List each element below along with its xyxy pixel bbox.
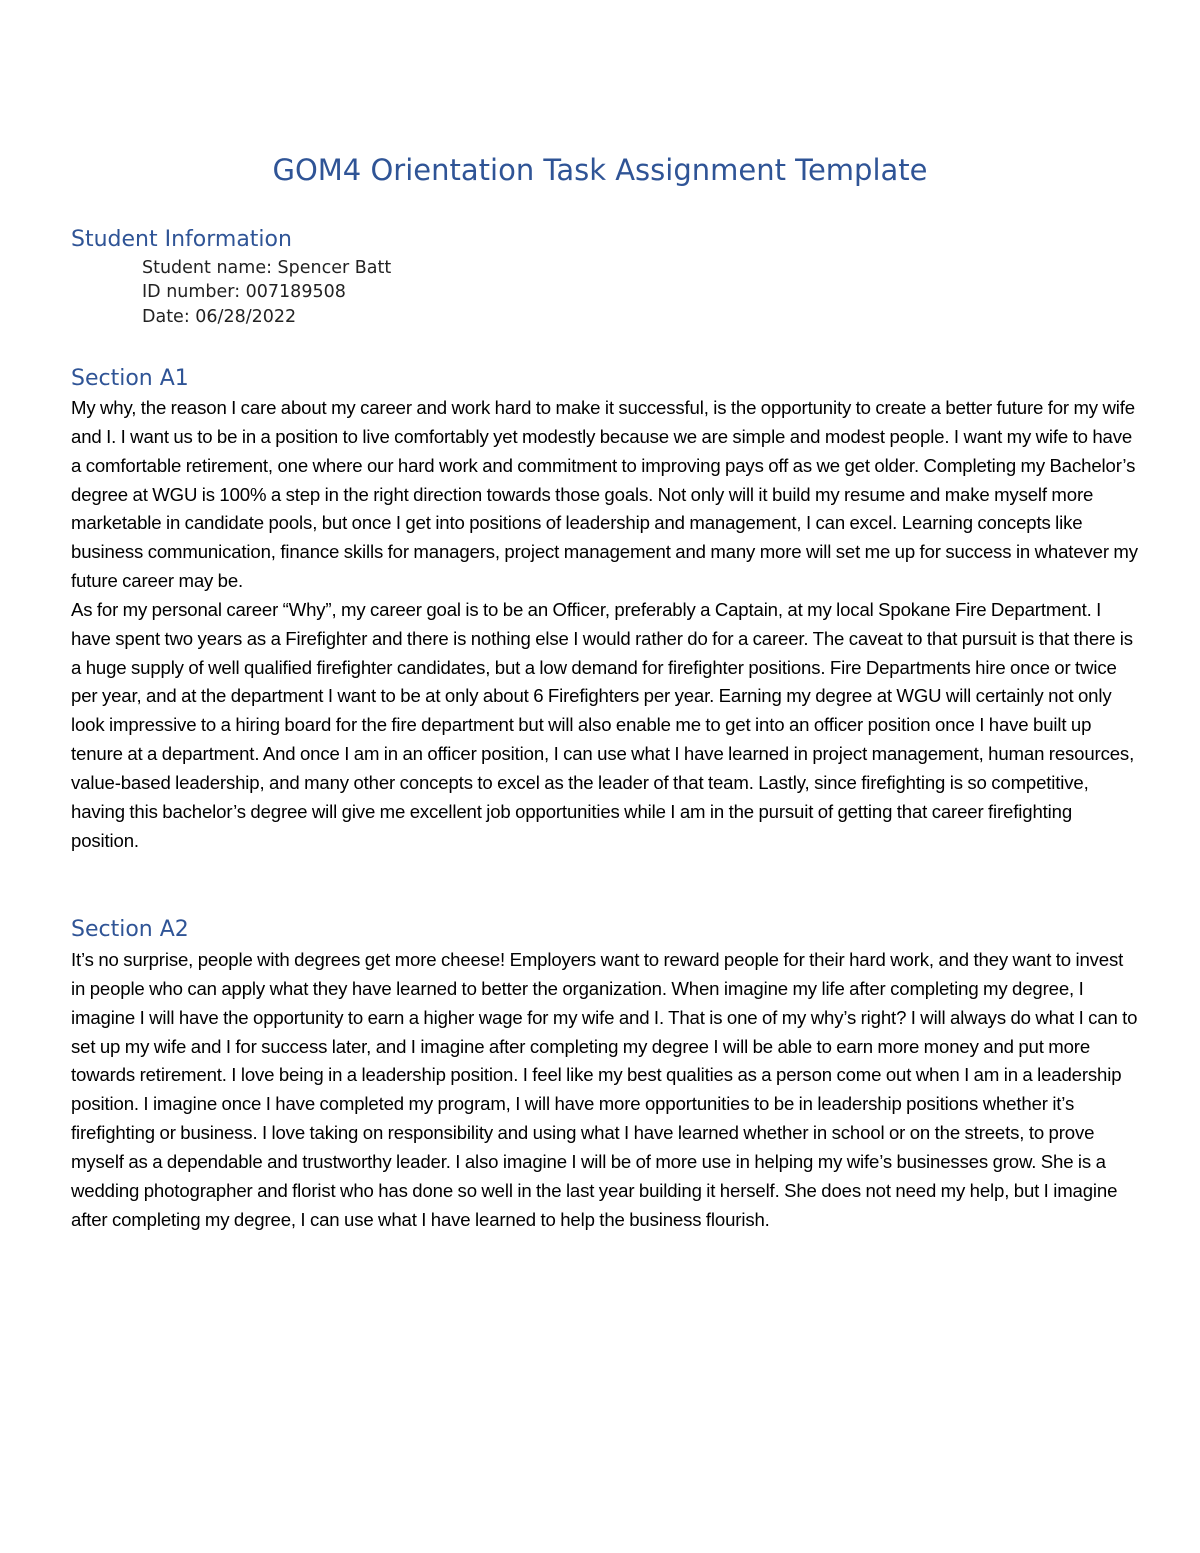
section-a1-heading: Section A1 (71, 366, 189, 391)
section-a2-paragraph-1: It’s no surprise, people with degrees get more cheese! Employers want to reward people for their hard work, and they want to invest in people who can apply what they have learned to better the organization. When imagine my life after completing my degree, I imagine I will have the opportunity to earn a higher wage for my wife and I. That is one of my why’s right? I will always do what I can to set up my wife and I for success later, and I imagine after completing my degree I will be able to earn more money and put more towards retirement. I love being in a leadership position. I feel like my best qualities as a person come out when I am in a leadership position. I imagine once I have completed my program, I will have more opportunities to be in leadership positions whether it’s firefighting or business. I love taking on responsibility and using what I have learned whether in school or on the streets, to prove myself as a dependable and trustworthy leader. I also imagine I will be of more use in helping my wife’s businesses grow. She is a wedding photographer and florist who has done so well in the last year building it herself. She does not need my help, but I imagine after completing my degree, I can use what I have learned to help the business flourish. (71, 949, 1138, 1230)
section-a2-heading: Section A2 (71, 917, 189, 942)
student-information-block (142, 256, 391, 329)
section-a1-body (71, 394, 1141, 856)
student-information-heading: Student Information (71, 227, 292, 252)
student-id-line: ID number: 007189508 (142, 282, 346, 303)
section-a1-paragraph-1: My why, the reason I care about my career and work hard to make it successful, is the opportunity to create a better future for my wife and I. I want us to be in a position to live comfortably yet modestly because we are simple and modest people. I want my wife to have a comfortable retirement, one where our hard work and commitment to improving pays off as we get older. Completing my Bachelor’s degree at WGU is 100% a step in the right direction towards those goals. Not only will it build my resume and make myself more marketable in candidate pools, but once I get into positions of leadership and management, I can excel. Learning concepts like business communication, finance skills for managers, project management and many more will set me up for success in whatever my future career may be. (71, 397, 1138, 592)
student-name-line: Student name: Spencer Batt (142, 258, 392, 278)
document-title: GOM4 Orientation Task Assignment Template (272, 153, 928, 187)
section-a1-paragraph-2: As for my personal career “Why”, my career goal is to be an Officer, preferably a Captain, at my local Spokane Fire Department. I have spent two years as a Firefighter and there is nothing else I would rather do for a career. The caveat to that pursuit is that there is a huge supply of well qualified firefighter candidates, but a low demand for firefighter positions. Fire Departments hire once or twice per year, and at the department I want to be at only about 6 Firefighters per year. Earning my degree at WGU will certainly not only look impressive to a hiring board for the fire department but will also enable me to get into an officer position once I have built up tenure at a department. And once I am in an officer position, I can use what I have learned in project management, human resources, value-based leadership, and many other concepts to excel as the leader of that team. Lastly, since firefighting is so competitive, having this bachelor’s degree will give me excellent job opportunities while I am in the pursuit of getting that career firefighting position. (71, 598, 1135, 851)
date-line: Date: 06/28/2022 (142, 306, 297, 327)
section-a2-body (71, 946, 1141, 1234)
